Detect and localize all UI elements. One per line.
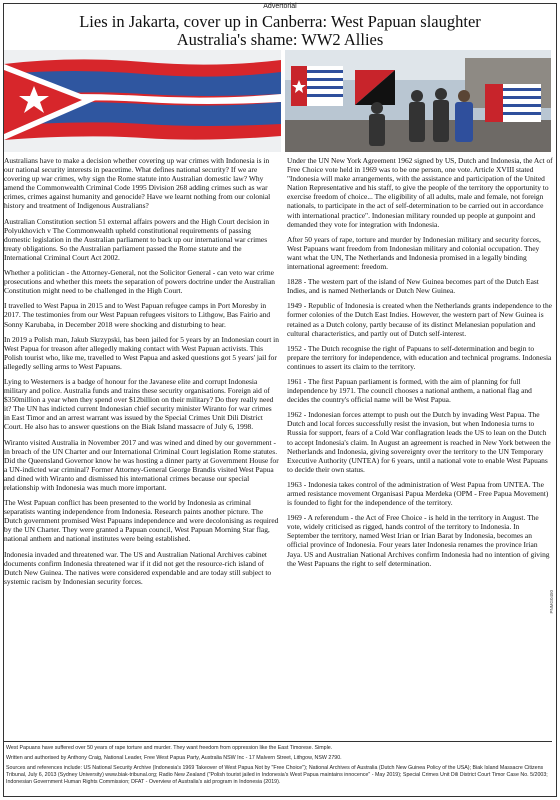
paragraph: After 50 years of rape, torture and murder by Indonesian military and security forces, West Papuans want freedom from Indonesian military and colonial occupation. They want what the UN, The Netherlands and Indonesia promised in a legally binding international agreement: freedom. [287, 234, 541, 272]
left-column [4, 156, 279, 592]
footer-tagline: West Papuans have suffered over 50 years of rape torture and murder. They want freedom from oppression like the East Timorese. Simple. [6, 745, 333, 751]
timeline-entry: 1949 - Republic of Indonesia is created when the Netherlands grants independence to the former colonies of the Dutch East Indies. However, the western part of New Guinea is retained as a Dutch colony, partly because of its distinct Melanesian population and cultural characteristics, and partly out of Dutch self-interest. [287, 301, 552, 338]
paragraph: Wiranto visited Australia in November 2017 and was wined and dined by our government - in breach of the UN Charter and our International Criminal Court legislation Rome statutes. Did the Queensland Governor know he was hosting a dinner party at Government House for a UN-indicted war criminal? Former Attorney-General George Brandis visited West Papua and dined with Wiranto and dismissed his international crimes because our special relationship with Indonesia was much more important. [4, 437, 279, 492]
timeline-entry: 1828 - The western part of the island of New Guinea becomes part of the Dutch East Indies, and is named Netherlands or Dutch New Guinea. [287, 277, 539, 296]
flag-photo [4, 50, 281, 152]
headline [0, 13, 560, 49]
paragraph: Under the UN New York Agreement 1962 signed by US, Dutch and Indonesia, the Act of Free Choice vote held in 1969 was to be one person, one vote. Article XVIII stated "Indonesia will make arrangements, with the assistance and participation of the United Nation Representative and his staff, to give the people of the territory the opportunity to exercise freedom of choice... The eligibility of all adults, male and female, not foreign nationals, to participate in the act of self-determination to be carried out in accordance with international practice". Indonesian military rounded up people at gunpoint and demanded they vote for integration with Indonesia. [287, 156, 553, 229]
timeline-entry: 1952 - The Dutch recognise the right of Papuans to self-determination and begin to prepare the territory for independence, with education and technical programs. Indonesia continues to assert its claim to the territory. [287, 343, 552, 371]
paragraph: In 2019 a Polish man, Jakub Skrzypski, has been jailed for 5 years by an Indonesian court in West Papua for treason after allegedly making contact with West Papuan activists. This Polish tourist who, like me, travelled to West Papua and asked questions got 5 years' jail for allegedly selling arms to West Papuans. [4, 334, 279, 371]
right-column [287, 156, 553, 574]
footer-divider [4, 741, 552, 742]
timeline-entry: 1961 - The first Papuan parliament is formed, with the aim of planning for full independence by 1971. The council chooses a national anthem, a national flag and decides the country's official name will be West Papua. [287, 376, 532, 405]
timeline-entry: 1962 - Indonesian forces attempt to push out the Dutch by invading West Papua. The Dutch and local forces successfully resist the invasion, but when Indonesia turns to Russia for support, fears of a Cold War conflagration leads the US to lean on the Dutch to accept Indonesia's claim. In August an agreement is reached in New York between the Netherlands and Indonesia, giving sovereignty over the territory to the UN Temporary Executive Authority (UNTEA) for 6 years, until a national vote to enable West Papuans to decide their own status. [287, 410, 551, 474]
paragraph: Lying to Westerners is a badge of honour for the Javanese elite and corrupt Indonesia military and police. Australia funds and trains these security organisations. Foreign aid of $350million a year when they spend over $12billion on their military? Do they really need it? The UN has indicted current Indonesian chief security minister Wiranto for war crimes in East Timor and an arrest warrant was issued by the Special Crimes Unit Dili District Court. He also has to answer questions on the Biak Island massacre of July 6, 1998. [4, 376, 274, 432]
paragraph: The West Papuan conflict has been presented to the world by Indonesia as criminal separatists wanting independence from Indonesia. Research paints another picture. The Dutch government promised West Papuans independence and were decolonising as required by the UN Charter. They were granted a Papuan council, West Papuan Morning Star flag, national anthem and national institutes were being established. [4, 498, 279, 544]
paragraph: Australians have to make a decision whether covering up war crimes with Indonesia is in our national security interests in peacetime. What defines national security? If we are covering up war crimes, why sign the Rome statute into Australian domestic law? Why amend the Commonwealth Criminal Code 1995 Division 268 adding crimes such as war crimes, crimes against humanity and genocide? Have we learnt nothing from our colonial history and treatment of Indigenous Australians? [4, 156, 271, 211]
headline-line-1: Lies in Jakarta, cover up in Canberra: West Papuan slaughter [79, 12, 481, 31]
footer-sources: Sources and references include: US National Security Archive (Indonesia's 1969 Takeover of West Papua Not by "Free Choice"); National Archives of Australia (Dutch New Guinea Policy of the USA); Biak Island Massacre Citizens Tribunal, July 6, 2013 (Sydney University) www.biak-tribunal.org; Radio New Zealand ("Polish tourist jailed in Indonesia's West Papua maintains innocence" - May 2019); Special Crimes Unit Dili District Court Timor Case No. 5/2003; Indonesian Government Human Rights Commission; DFAT - Overview of Australia's aid program in Indonesia (2019). [6, 765, 548, 785]
protest-photo [285, 50, 551, 152]
protest-photo-icon [285, 50, 551, 152]
headline-line-2: Australia's shame: WW2 Allies [176, 30, 384, 49]
east-timor-flag-icon [4, 50, 281, 152]
advertorial-label: Advertorial [263, 3, 297, 10]
side-code: PNMG0450 [549, 590, 554, 614]
paragraph: Australian Constitution section 51 external affairs powers and the High Court decision in Polyukhovich v The Commonwealth upheld constitutional requirements of passing domestic legislation in the Australian parliament to back up our international war crimes treaty obligations. So the Australian parliament passed the Rome statute and the International Criminal Court Act 2002. [4, 216, 270, 262]
paragraph: Whether a politician - the Attorney-General, not the Solicitor General - can veto war crime prosecutions and whether this meets the separation of powers doctrine under the Australian Constitution might need to be challenged in the High Court. [4, 268, 275, 296]
footer-authorisation: Written and authorised by Anthony Craig, National Leader, Free West Papua Party, Australia NSW Inc - 17 Malvern Street, Lithgow, NSW 2790. [6, 755, 342, 761]
timeline-entry: 1969 - A referendum - the Act of Free Choice - is held in the territory in August. The vote, widely criticised as rigged, hands control of the territory to Indonesia. In September the territory, named West Irian or Irian Barat by Indonesia, becomes an official province of Indonesia. Four years later Indonesia renames the province Irian Jaya. US and Australian National Archives confirm Indonesia had no intention of giving the West Papuans the right to self determination. [287, 513, 550, 568]
paragraph: Indonesia invaded and threatened war. The US and Australian National Archives cabinet documents confirm Indonesia threatened war if it did not get the resource-rich island of Dutch New Guinea. The natives were considered expendable and are today still subject to systemic racism by Indonesian security forces. [4, 549, 272, 586]
timeline-entry: 1963 - Indonesia takes control of the administration of West Papua from UNTEA. The armed resistance movement Organisasi Papua Merdeka (OPM - Free Papua Movement) is founded to fight for the independence of the territory. [287, 479, 549, 508]
paragraph: I travelled to West Papua in 2015 and to West Papuan refugee camps in Port Moresby in 2017. The testimonies from our West Papuan refugees visitors to Lithgow, Bas Fairio and Sonny Karubaba, in December 2018 were shocking and disturbing to hear. [4, 301, 271, 329]
